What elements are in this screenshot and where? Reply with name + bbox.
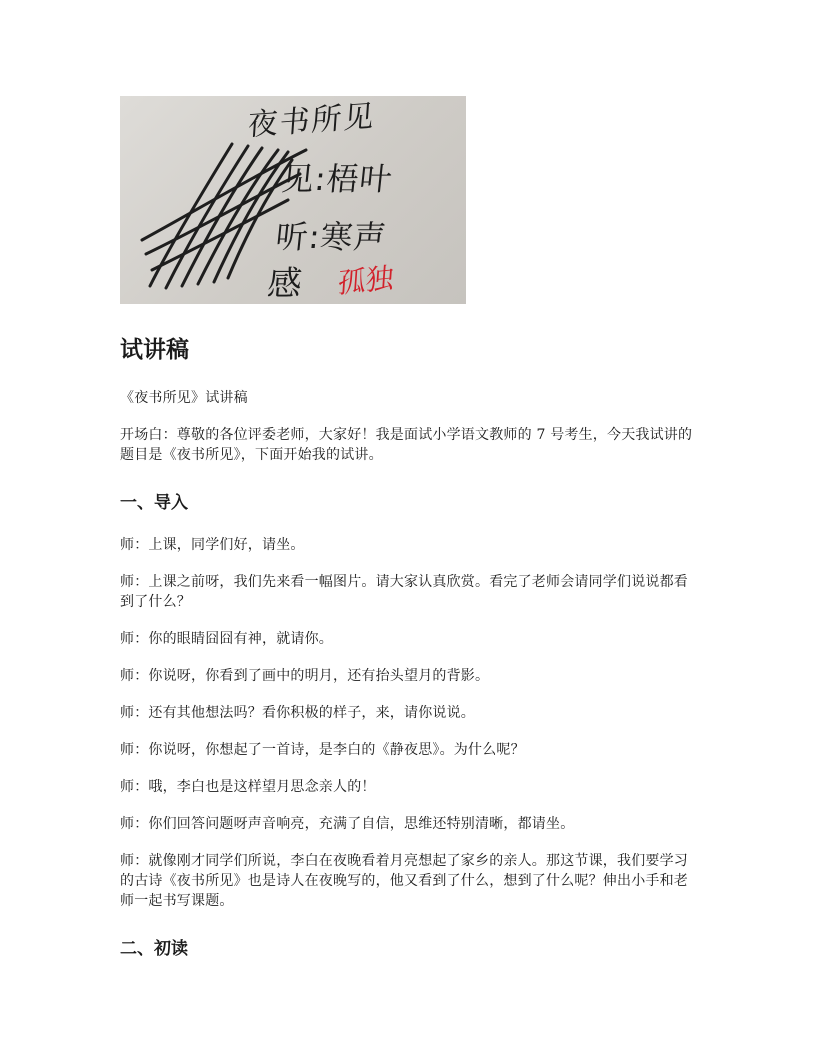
handwriting-photo [120,96,466,304]
handwritten-line-feel: 感 [265,264,304,304]
paragraph: 师：哦，李白也是这样望月思念亲人的！ [120,779,376,795]
paragraph: 师：就像刚才同学们所说，李白在夜晚看着月亮想起了家乡的亲人。那这节课，我们要学习的古诗《夜书所见》也是诗人在夜晚写的，他又看到了什么，想到了什么呢？伸出小手和老师一起书写课题。 [120,853,688,909]
section-heading-first-reading: 二、初读 [120,939,188,959]
paragraph: 师：你的眼睛囧囧有神，就请你。 [120,631,333,647]
document-subtitle: 《夜书所见》试讲稿 [120,390,248,406]
handwritten-line-hear: 听:寒声 [273,218,389,256]
paragraph: 师：还有其他想法吗？看你积极的样子，来，请你说说。 [120,705,475,721]
opening-paragraph: 开场白：尊敬的各位评委老师，大家好！我是面试小学语文教师的 7 号考生，今天我试讲的题目是《夜书所见》，下面开始我的试讲。 [120,427,693,463]
paragraph: 师：你说呀，你看到了画中的明月，还有抬头望月的背影。 [120,668,490,684]
handwritten-line-see: 见:梧叶 [279,160,395,198]
handwritten-title: 夜书所见 [246,98,377,144]
paragraph: 师：你说呀，你想起了一首诗，是李白的《静夜思》。为什么呢？ [120,742,525,758]
document-page [120,96,700,961]
paragraph: 师：上课，同学们好，请坐。 [120,537,305,553]
document-title: 试讲稿 [120,337,189,363]
section-heading-intro: 一、导入 [120,493,188,513]
handwritten-red-word: 孤独 [336,260,395,301]
paragraph: 师：你们回答问题呀声音响亮，充满了自信，思维还特别清晰，都请坐。 [120,816,575,832]
paragraph: 师：上课之前呀，我们先来看一幅图片。请大家认真欣赏。看完了老师会请同学们说说都看到了什么？ [120,574,688,610]
